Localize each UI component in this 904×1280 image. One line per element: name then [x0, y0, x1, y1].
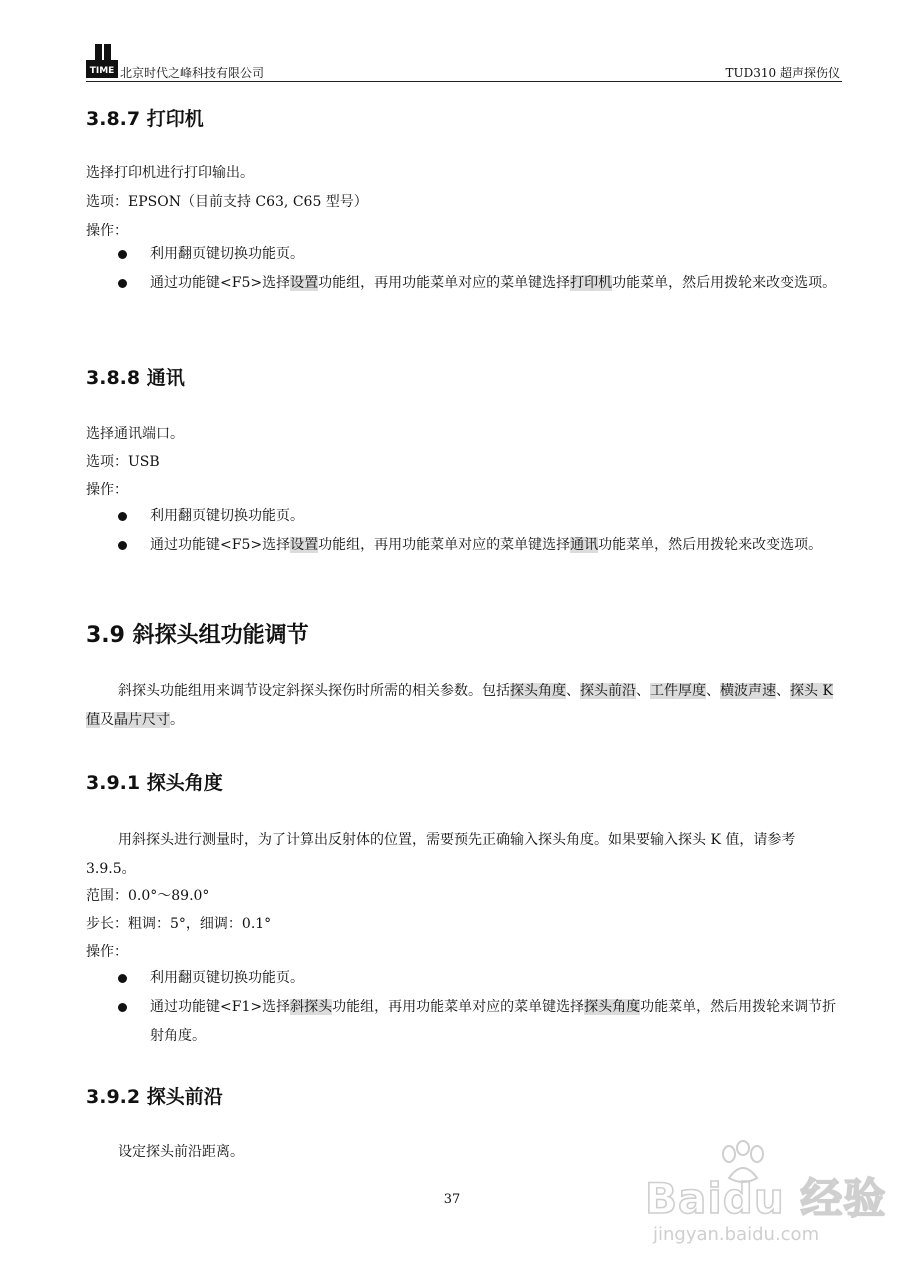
bullet-dot-icon: [118, 250, 127, 259]
s39-intro: 斜探头功能组用来调节设定斜探头探伤时所需的相关参数。包括探头角度、探头前沿、工件厚度、横波声速、探头 K 值及晶片尺寸。: [86, 683, 833, 728]
page-header: [86, 40, 842, 84]
s388-ops-label: 操作：: [86, 482, 128, 498]
s391-description: 用斜探头进行测量时，为了计算出反射体的位置，需要预先正确输入探头角度。如果要输入探头 K 值，请参考 3.9.5。: [86, 832, 796, 877]
s387-bullet-2: 通过功能键<F5>选择设置功能组，再用功能菜单对应的菜单键选择打印机功能菜单，然后用拨轮来改变选项。: [118, 269, 842, 298]
baidu-watermark: [645, 1140, 887, 1252]
s387-description: 选择打印机进行打印输出。: [86, 165, 254, 181]
s388-description: 选择通讯端口。: [86, 426, 184, 442]
header-rule: [86, 81, 842, 82]
section-title-3-9-2: 3.9.2 探头前沿: [86, 1086, 223, 1108]
company-name: 北京时代之峰科技有限公司: [120, 66, 265, 80]
s388-options: 选项：USB: [86, 454, 160, 470]
bullet-dot-icon: [118, 279, 127, 288]
bullet-dot-icon: [118, 974, 127, 983]
section-title-3-8-7: 3.8.7 打印机: [86, 108, 204, 130]
page-number: 37: [443, 1192, 461, 1207]
section-title-3-8-8: 3.8.8 通讯: [86, 367, 185, 389]
company-logo: [86, 44, 118, 78]
bullet-dot-icon: [118, 512, 127, 521]
bullet-dot-icon: [118, 541, 127, 550]
logo-text: TIME: [89, 66, 115, 76]
s388-bullet-2: 通过功能键<F5>选择设置功能组，再用功能菜单对应的菜单键选择通讯功能菜单，然后用拨轮来改变选项。: [118, 531, 842, 560]
watermark-main: Baidu 经验: [645, 1174, 887, 1223]
s391-range: 范围：0.0°～89.0°: [86, 888, 210, 904]
s391-bullet-2: 通过功能键<F1>选择斜探头功能组，再用功能菜单对应的菜单键选择探头角度功能菜单，然后用拨轮来调节折射角度。: [118, 993, 842, 1051]
s387-options: 选项：EPSON（目前支持 C63, C65 型号）: [86, 194, 368, 210]
bullet-dot-icon: [118, 1003, 127, 1012]
section-title-3-9-1: 3.9.1 探头角度: [86, 772, 223, 794]
s387-bullet-1: 利用翻页键切换功能页。: [118, 240, 842, 269]
watermark-url: jingyan.baidu.com: [653, 1224, 820, 1245]
product-name: TUD310 超声探伤仪: [725, 66, 840, 80]
s387-ops-label: 操作：: [86, 223, 128, 239]
s388-bullet-1: 利用翻页键切换功能页。: [118, 502, 842, 531]
section-title-3-9: 3.9 斜探头组功能调节: [86, 623, 309, 648]
s391-ops-label: 操作：: [86, 944, 128, 960]
s391-bullet-1: 利用翻页键切换功能页。: [118, 964, 842, 993]
s391-step: 步长：粗调：5°，细调：0.1°: [86, 916, 272, 932]
s392-description: 设定探头前沿距离。: [118, 1144, 244, 1160]
